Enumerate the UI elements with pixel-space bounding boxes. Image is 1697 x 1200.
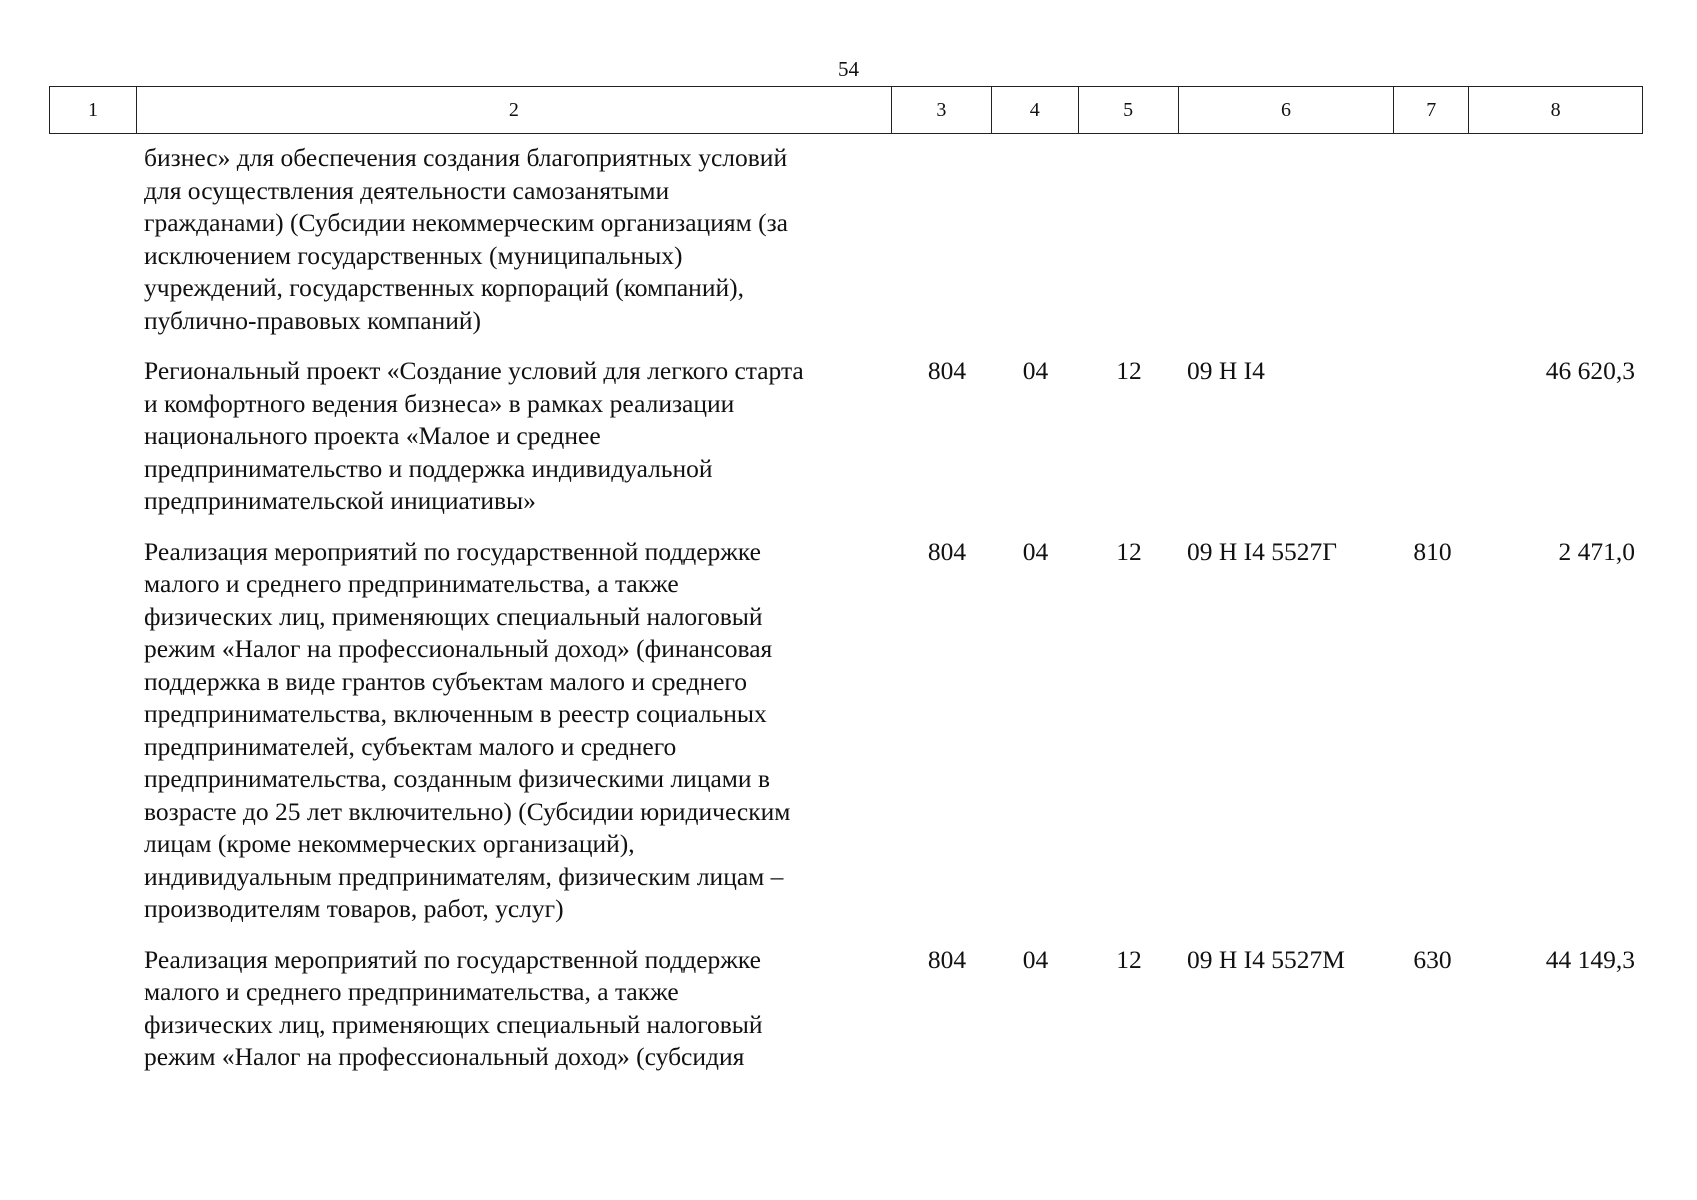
table-row [49, 355, 1643, 518]
header-col-7: 7 [1394, 87, 1469, 133]
row-expense-type: 810 [1413, 536, 1452, 566]
row-kvsr: 804 [927, 536, 967, 566]
row-amount [1470, 142, 1643, 337]
row-subsection: 12 [1116, 536, 1142, 566]
row-description: Реализация мероприятий по государственной поддержке малого и среднего предпринимательства, а также физических лиц, применяющих специальный налоговый режим «Налог на профессиональный доход» (субсидия [144, 944, 763, 1071]
header-col-8: 8 [1550, 98, 1561, 121]
row-section: 04 [1022, 356, 1049, 385]
row-amount: 2 471,0 [1558, 536, 1635, 566]
row-kvsr: 804 [927, 356, 967, 385]
table-row [49, 536, 1643, 926]
table-body [49, 142, 1643, 1092]
row-subsection: 12 [1116, 944, 1142, 974]
row-section: 04 [1022, 944, 1049, 974]
row-target-article: 09 Н I4 [1187, 356, 1265, 385]
row-kvsr [892, 142, 992, 337]
row-kvsr: 804 [927, 944, 967, 974]
header-col-4: 4 [992, 87, 1079, 133]
row-amount: 44 149,3 [1545, 944, 1635, 974]
row-description: бизнес» для обеспечения создания благоприятных условий для осуществления деятельности самозанятыми гражданами) (Субсидии некоммерческим организациям (за исключением государственных (муниципальных) учреждений, государственных корпораций (компаний), публично-правовых компаний) [144, 143, 788, 335]
table-row [49, 142, 1643, 337]
header-col-2: 2 [137, 87, 892, 133]
row-target-article: 09 Н I4 5527Г [1187, 536, 1338, 566]
row-subsection [1079, 142, 1179, 337]
row-amount: 46 620,3 [1545, 356, 1635, 385]
page-number: 54 [838, 57, 859, 81]
header-col-6: 6 [1179, 87, 1395, 133]
row-description: Региональный проект «Создание условий для легкого старта и комфортного ведения бизнеса» в рамках реализации национального проекта «Малое и среднее предпринимательство и поддержка индивидуальной предпринимательской инициативы» [144, 356, 804, 515]
row-description: Реализация мероприятий по государственной поддержке малого и среднего предпринимательства, а также физических лиц, применяющих специальный налоговый режим «Налог на профессиональный доход» (финансовая поддержка в виде грантов субъектам малого и среднего предпринимательства, включенным в реестр социальных предпринимателей, субъектам малого и среднего предпринимательства, созданным физическими лицами в возрасте до 25 лет включительно) (Субсидии юридическим лицам (кроме некоммерческих организаций), индивидуальным предпринимателям, физическим лицам – производителям товаров, работ, услуг) [144, 536, 791, 923]
row-expense-type [1395, 355, 1470, 518]
table-header [49, 86, 1643, 134]
row-target-article [1179, 142, 1395, 337]
row-section: 04 [1022, 536, 1049, 566]
header-col-5: 5 [1079, 87, 1179, 133]
row-expense-type [1395, 142, 1470, 337]
row-expense-type: 630 [1413, 944, 1452, 974]
row-target-article: 09 Н I4 5527М [1187, 944, 1345, 974]
row-subsection: 12 [1116, 356, 1142, 385]
header-col-1: 1 [50, 87, 137, 133]
row-section [992, 142, 1079, 337]
header-col-3: 3 [892, 87, 992, 133]
table-row [49, 944, 1643, 1074]
